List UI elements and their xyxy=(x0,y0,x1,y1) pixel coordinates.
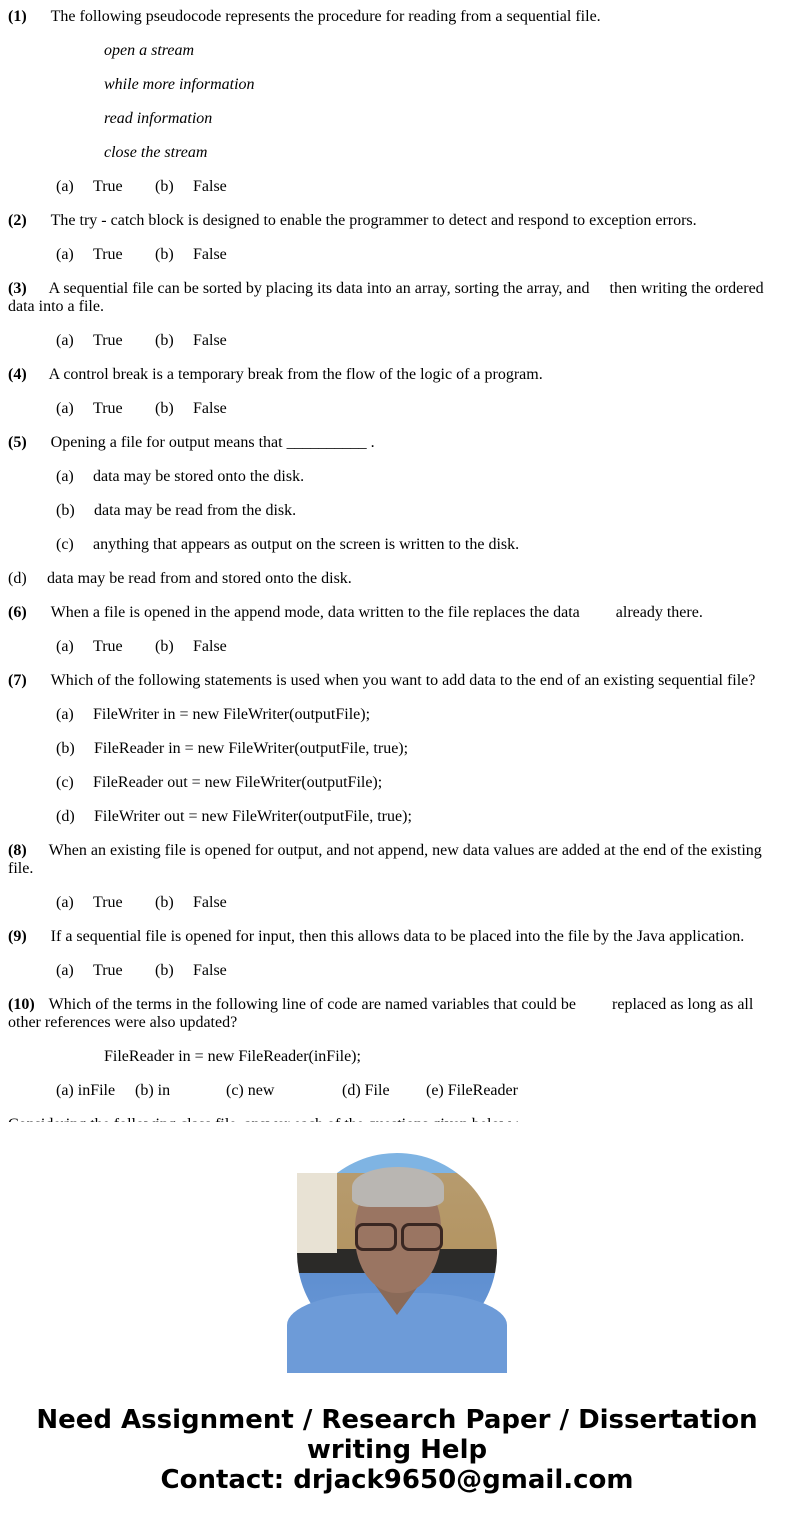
option-false[interactable]: False xyxy=(193,962,227,979)
option-d[interactable]: data may be read from and stored onto the disk. xyxy=(47,570,352,587)
question-number: (3) xyxy=(8,280,27,297)
avatar-background xyxy=(297,1173,337,1253)
question-text: Which of the following statements is used when you want to add data to the end of an existing sequential file? xyxy=(50,672,756,689)
question-number: (7) xyxy=(8,672,27,689)
option-false[interactable]: False xyxy=(193,638,227,655)
question-text: A control break is a temporary break from the flow of the logic of a program. xyxy=(48,366,543,383)
pseudocode-line: close the stream xyxy=(104,144,208,161)
question-number: (1) xyxy=(8,8,27,25)
author-avatar xyxy=(297,1153,497,1353)
option-false[interactable]: False xyxy=(193,178,227,195)
option-true[interactable]: True xyxy=(93,332,123,349)
option-label: (a) xyxy=(56,894,74,911)
option-label: (b) xyxy=(155,246,174,263)
question-number: (8) xyxy=(8,842,27,859)
option-c[interactable] xyxy=(226,1082,274,1100)
option-label: (d) xyxy=(342,1082,361,1099)
option-label: (e) xyxy=(426,1082,444,1099)
option-text: in xyxy=(157,1082,171,1099)
option-text: new xyxy=(247,1082,275,1099)
option-text: inFile xyxy=(77,1082,116,1099)
option-label: (a) xyxy=(56,468,74,485)
pseudocode-line: open a stream xyxy=(104,42,195,59)
avatar-glasses xyxy=(355,1223,397,1251)
option-d[interactable]: FileWriter out = new FileWriter(outputFile, true); xyxy=(94,808,412,825)
question-number: (6) xyxy=(8,604,27,621)
question-text: The following pseudocode represents the procedure for reading from a sequential file. xyxy=(50,8,601,25)
option-b[interactable] xyxy=(135,1082,170,1100)
question-9 xyxy=(8,928,786,946)
question-text: When a file is opened in the append mode, data written to the file replaces the data already there. xyxy=(50,604,703,621)
option-label: (a) xyxy=(56,178,74,195)
option-c[interactable]: anything that appears as output on the screen is written to the disk. xyxy=(93,536,520,553)
option-label: (b) xyxy=(155,400,174,417)
option-label: (d) xyxy=(8,570,27,587)
code-line: FileReader in = new FileReader(inFile); xyxy=(104,1048,361,1065)
question-number: (2) xyxy=(8,212,27,229)
option-true[interactable]: True xyxy=(93,178,123,195)
option-a[interactable]: data may be stored onto the disk. xyxy=(93,468,305,485)
question-5 xyxy=(8,434,786,452)
option-a[interactable] xyxy=(56,1082,115,1100)
option-label: (a) xyxy=(56,400,74,417)
option-label: (b) xyxy=(155,638,174,655)
question-6 xyxy=(8,604,786,622)
option-text: File xyxy=(364,1082,390,1099)
pseudocode-line: read information xyxy=(104,110,213,127)
option-label: (a) xyxy=(56,1082,74,1099)
question-10 xyxy=(8,996,786,1032)
promo-headline-2: writing Help xyxy=(306,1435,488,1465)
option-c[interactable]: FileReader out = new FileWriter(outputFile); xyxy=(93,774,383,791)
avatar-hair xyxy=(352,1167,444,1207)
option-e[interactable] xyxy=(426,1082,518,1100)
option-label: (c) xyxy=(226,1082,244,1099)
option-label: (a) xyxy=(56,962,74,979)
question-3 xyxy=(8,280,786,316)
question-text: Opening a file for output means that __________ . xyxy=(50,434,375,451)
question-2 xyxy=(8,212,786,230)
option-true[interactable]: True xyxy=(93,400,123,417)
option-label: (a) xyxy=(56,332,74,349)
promo-headline: Need Assignment / Research Paper / Dissertation xyxy=(36,1405,758,1435)
option-label: (b) xyxy=(155,962,174,979)
question-number: (10) xyxy=(8,996,35,1013)
option-false[interactable]: False xyxy=(193,894,227,911)
question-number: (5) xyxy=(8,434,27,451)
question-4 xyxy=(8,366,786,384)
option-true[interactable]: True xyxy=(93,246,123,263)
pseudocode-line: while more information xyxy=(104,76,255,93)
option-true[interactable]: True xyxy=(93,962,123,979)
option-text: FileReader xyxy=(447,1082,518,1099)
option-b[interactable]: FileReader in = new FileWriter(outputFile, true); xyxy=(94,740,409,757)
option-label: (b) xyxy=(56,740,75,757)
question-text: When an existing file is opened for output, and not append, new data values are added at the end of the existing file. xyxy=(8,842,762,877)
question-text: A sequential file can be sorted by placing its data into an array, sorting the array, and then writing the ordered data into a file. xyxy=(8,280,768,315)
option-false[interactable]: False xyxy=(193,246,227,263)
question-number: (4) xyxy=(8,366,27,383)
option-false[interactable]: False xyxy=(193,332,227,349)
option-label: (d) xyxy=(56,808,75,825)
contact-email[interactable]: Contact: drjack9650@gmail.com xyxy=(160,1465,634,1495)
option-label: (b) xyxy=(155,178,174,195)
option-label: (b) xyxy=(155,332,174,349)
option-d[interactable] xyxy=(342,1082,390,1100)
question-number: (9) xyxy=(8,928,27,945)
option-label: (b) xyxy=(56,502,75,519)
question-8 xyxy=(8,842,786,878)
option-label: (b) xyxy=(155,894,174,911)
option-label: (c) xyxy=(56,536,74,553)
option-label: (a) xyxy=(56,246,74,263)
question-7 xyxy=(8,672,786,690)
option-label: (a) xyxy=(56,706,74,723)
option-true[interactable]: True xyxy=(93,638,123,655)
option-true[interactable]: True xyxy=(93,894,123,911)
option-label: (c) xyxy=(56,774,74,791)
question-text: Which of the terms in the following line of code are named variables that could be replaced as long as all other references were also updated? xyxy=(8,996,758,1031)
option-label: (b) xyxy=(135,1082,154,1099)
option-false[interactable]: False xyxy=(193,400,227,417)
question-text: The try - catch block is designed to enable the programmer to detect and respond to exception errors. xyxy=(50,212,697,229)
option-b[interactable]: data may be read from the disk. xyxy=(94,502,297,519)
question-1 xyxy=(8,8,786,26)
option-a[interactable]: FileWriter in = new FileWriter(outputFile); xyxy=(93,706,371,723)
question-text: If a sequential file is opened for input, then this allows data to be placed into the file by the Java application. xyxy=(50,928,745,945)
option-label: (a) xyxy=(56,638,74,655)
avatar-glasses xyxy=(401,1223,443,1251)
